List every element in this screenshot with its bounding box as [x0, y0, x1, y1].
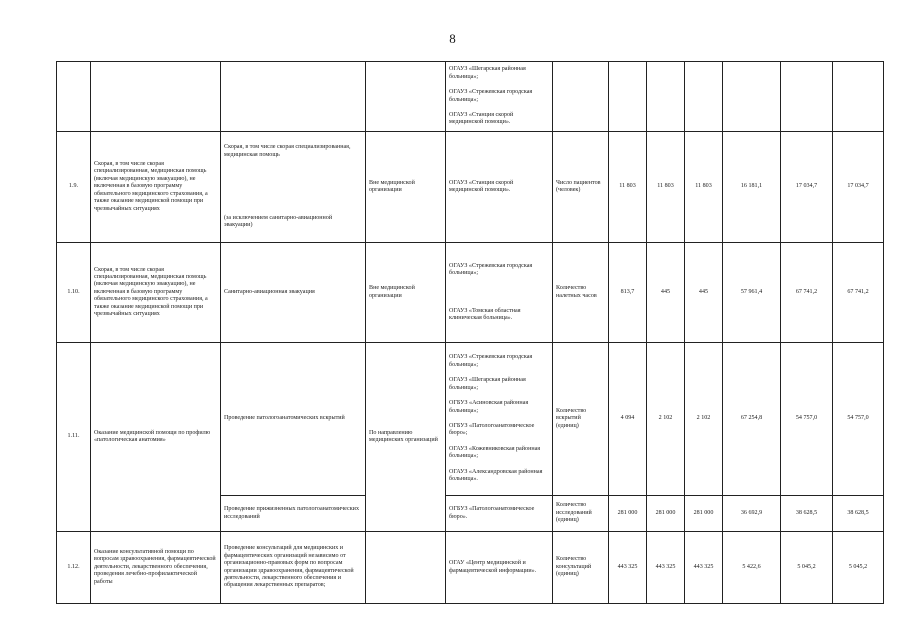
- cell-value: [781, 62, 833, 132]
- row-number: 1.9.: [57, 132, 91, 243]
- conditions: Вне медицинской организации: [366, 243, 446, 343]
- value: 443 325: [685, 532, 723, 604]
- value: 4 094: [609, 343, 647, 496]
- row-number: 1.10.: [57, 243, 91, 343]
- table-row: [57, 343, 884, 496]
- table-row: [57, 532, 884, 604]
- value: 443 325: [647, 532, 685, 604]
- service-content: Санитарно-авиационная эвакуация: [221, 243, 366, 343]
- cell-content: [221, 62, 366, 132]
- org-item: ОГАУЗ «Кожевниковская районная больница»;: [449, 445, 541, 460]
- conditions: Вне медицинской организации: [366, 132, 446, 243]
- indicator: Количество вскрытий (единиц): [553, 343, 609, 496]
- value: 443 325: [609, 532, 647, 604]
- value: 445: [647, 243, 685, 343]
- content-part: Скорая, в том числе скорая специализированная, медицинская помощь: [224, 144, 351, 158]
- cell-indicator: [553, 62, 609, 132]
- value: 281 000: [647, 496, 685, 532]
- service-content: Проведение прижизненных патологоанатомических исследований: [221, 496, 366, 532]
- value: 17 034,7: [833, 132, 884, 243]
- indicator: Количество консультаций (единиц): [553, 532, 609, 604]
- cell-name: [91, 62, 221, 132]
- organization: ОГАУЗ «Станция скорой медицинской помощи».: [446, 132, 553, 243]
- service-content: Проведение патологоанатомических вскрытий: [221, 343, 366, 496]
- service-content: Проведение консультаций для медицинских и фармацевтических организаций независимо от организационно-правовых форм по вопросам организации здравоохранения, фармацевтической деятельности, лекарственного обеспечения и обращения лекарственных препаратов;: [221, 532, 366, 604]
- value: 2 102: [685, 343, 723, 496]
- value: 67 741,2: [833, 243, 884, 343]
- cell-orgs: [446, 62, 553, 132]
- content-part: (за исключением санитарно-авиационной эвакуации): [224, 215, 333, 229]
- table-row: [57, 132, 884, 243]
- value: 67 741,2: [781, 243, 833, 343]
- value: 17 034,7: [781, 132, 833, 243]
- organization: ОГАУ «Центр медицинской и фармацевтической информации».: [446, 532, 553, 604]
- value: 5 045,2: [781, 532, 833, 604]
- value: 281 000: [609, 496, 647, 532]
- value: 5 045,2: [833, 532, 884, 604]
- service-content: [221, 132, 366, 243]
- cell-value: [723, 62, 781, 132]
- value: 16 181,1: [723, 132, 781, 243]
- service-name: Скорая, в том числе скорая специализированная, медицинская помощь (включая медицинскую эвакуацию), не включенная в базовую программу обязательного медицинского страхования, а также оказание медицинской помощи при чрезвычайных ситуациях: [91, 243, 221, 343]
- org-item: ОГАУЗ «Станция скорой медицинской помощи».: [449, 111, 514, 126]
- value: 11 803: [647, 132, 685, 243]
- value: 57 961,4: [723, 243, 781, 343]
- value: 67 254,8: [723, 343, 781, 496]
- indicator: Количество налетных часов: [553, 243, 609, 343]
- value: 281 000: [685, 496, 723, 532]
- indicator: Число пациентов (человек): [553, 132, 609, 243]
- organization: ОГБУЗ «Патологоанатомическое бюро».: [446, 496, 553, 532]
- cell-num: [57, 62, 91, 132]
- services-table: [56, 61, 884, 604]
- value: 54 757,0: [781, 343, 833, 496]
- org-item: ОГАУЗ «Томская областная клиническая больница».: [449, 307, 521, 321]
- org-item: ОГАУЗ «Стрежевская городская больница»;: [449, 89, 533, 103]
- value: 38 628,5: [833, 496, 884, 532]
- service-name: Оказание медицинской помощи по профилю «патологическая анатомия»: [91, 343, 221, 532]
- cell-orgs: [446, 343, 553, 496]
- cell-value: [833, 62, 884, 132]
- value: 5 422,6: [723, 532, 781, 604]
- row-number: 1.12.: [57, 532, 91, 604]
- table-row: [57, 62, 884, 132]
- service-name: Оказание консультативной помощи по вопросам здравоохранения, фармацевтической деятельности, лекарственного обеспечения, проведения лечебно-профилактической работы: [91, 532, 221, 604]
- value: 54 757,0: [833, 343, 884, 496]
- org-item: ОГБУЗ «Патологоанатомическое бюро»;: [449, 423, 535, 437]
- value: 2 102: [647, 343, 685, 496]
- service-name: Скорая, в том числе скорая специализированная, медицинская помощь (включая медицинскую эвакуацию), не включенная в базовую программу обязательного медицинского страхования, а также оказание медицинской помощи при чрезвычайных ситуациях: [91, 132, 221, 243]
- table-row: [57, 243, 884, 343]
- conditions: По направлению медицинских организаций: [366, 343, 446, 532]
- value: 38 628,5: [781, 496, 833, 532]
- cell-value: [647, 62, 685, 132]
- indicator: Количество исследований (единиц): [553, 496, 609, 532]
- cell-value: [685, 62, 723, 132]
- page-number: 8: [449, 31, 456, 46]
- org-item: ОГАУЗ «Шегарская районная больница»;: [449, 377, 526, 391]
- cell-conditions: [366, 62, 446, 132]
- org-item: ОГАУЗ «Александровская районная больница».: [449, 468, 543, 483]
- org-item: ОГБУЗ «Асиновская районная больница»;: [449, 400, 529, 414]
- value: 11 803: [685, 132, 723, 243]
- org-item: ОГАУЗ «Стрежевская городская больница»;: [449, 354, 533, 368]
- row-number: 1.11.: [57, 343, 91, 532]
- value: 11 803: [609, 132, 647, 243]
- org-item: ОГАУЗ «Шегарская районная больница»;: [449, 66, 526, 80]
- cell-orgs: [446, 243, 553, 343]
- value: 445: [685, 243, 723, 343]
- value: 813,7: [609, 243, 647, 343]
- org-item: ОГАУЗ «Стрежевская городская больница»;: [449, 262, 533, 277]
- value: 36 692,9: [723, 496, 781, 532]
- cell-value: [609, 62, 647, 132]
- conditions: [366, 532, 446, 604]
